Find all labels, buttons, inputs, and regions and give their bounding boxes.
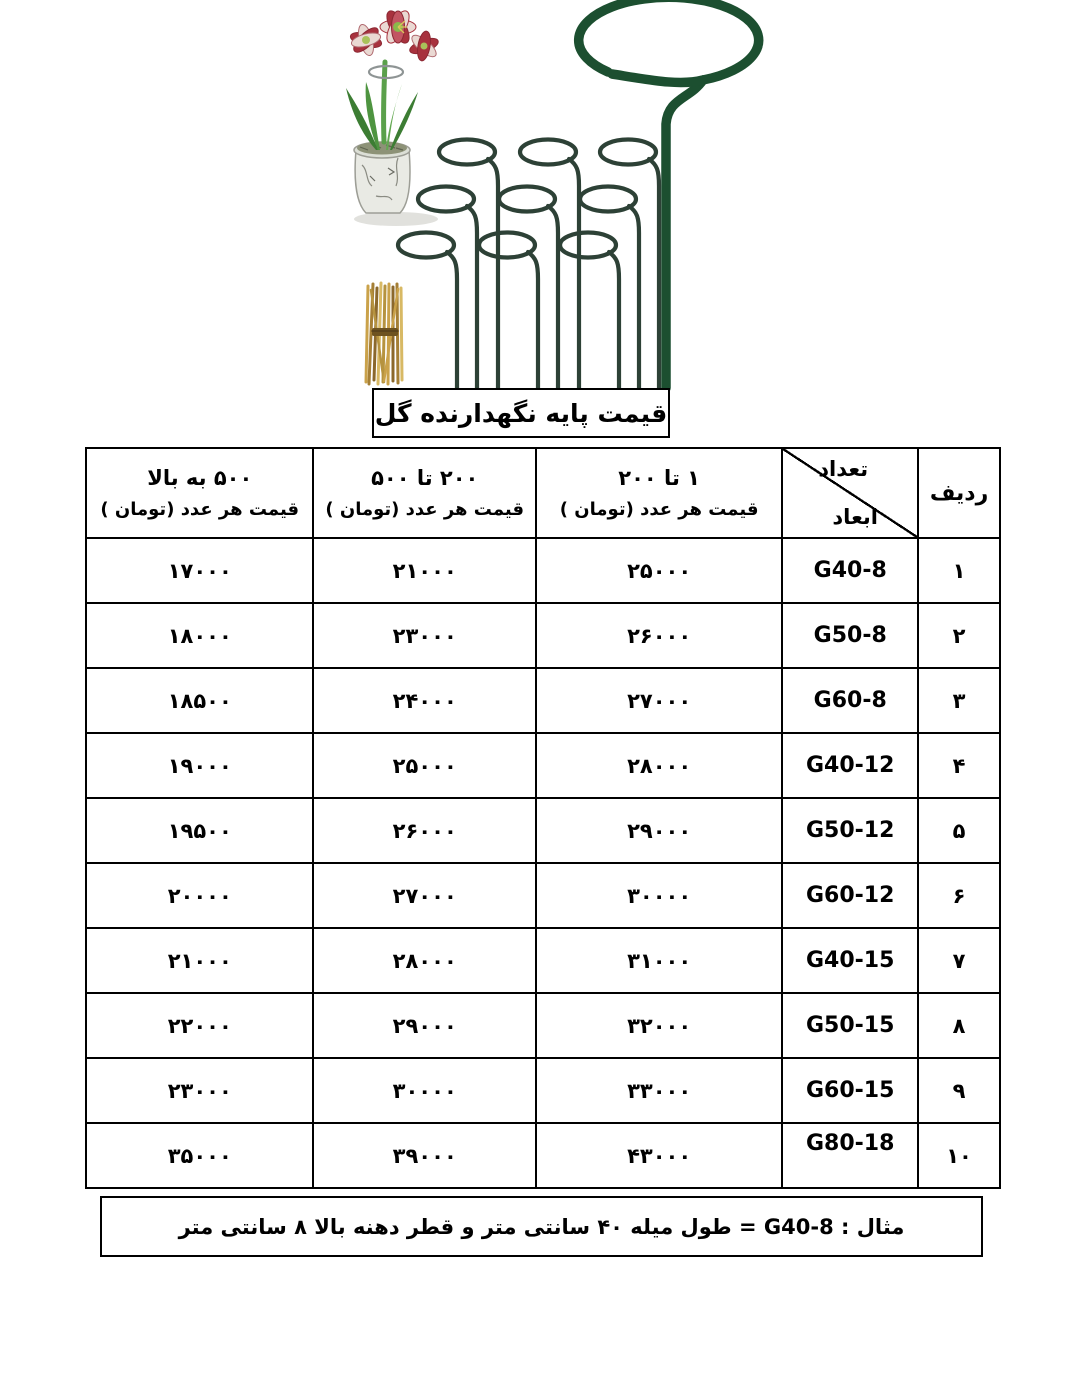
price-tier3-cell: ۱۷۰۰۰	[86, 538, 313, 603]
price-table-body	[86, 538, 1000, 1188]
price-tier1-cell: ۳۲۰۰۰	[536, 993, 782, 1058]
table-row	[86, 538, 1000, 603]
price-tier1-cell: ۳۳۰۰۰	[536, 1058, 782, 1123]
header-row-number	[918, 448, 1000, 538]
table-row	[86, 863, 1000, 928]
tier3-range: ۵۰۰ به بالا	[147, 465, 253, 490]
price-tier3-cell: ۲۳۰۰۰	[86, 1058, 313, 1123]
price-tier2-cell: ۳۹۰۰۰	[313, 1123, 535, 1188]
price-tier3-cell: ۲۰۰۰۰	[86, 863, 313, 928]
row-number-cell: ۵	[918, 798, 1000, 863]
row-number-cell: ۴	[918, 733, 1000, 798]
price-tier3-cell: ۱۹۰۰۰	[86, 733, 313, 798]
price-tier2-cell: ۲۳۰۰۰	[313, 603, 535, 668]
price-tier1-cell: ۳۱۰۰۰	[536, 928, 782, 993]
row-number-cell: ۱۰	[918, 1123, 1000, 1188]
header-tier1	[536, 448, 782, 538]
price-tier2-cell: ۲۹۰۰۰	[313, 993, 535, 1058]
support-stakes-grid-icon	[398, 140, 659, 389]
row-number-cell: ۷	[918, 928, 1000, 993]
table-row	[86, 1058, 1000, 1123]
price-tier2-cell: ۲۷۰۰۰	[313, 863, 535, 928]
header-quantity-dimensions	[782, 448, 918, 538]
row-number-cell: ۹	[918, 1058, 1000, 1123]
tier1-range: ۱ تا ۲۰۰	[618, 465, 700, 490]
dimension-code-cell: G40-8	[782, 538, 918, 603]
dimension-code-cell: G60-8	[782, 668, 918, 733]
header-tier2	[313, 448, 535, 538]
dimension-code-cell: G80-18	[782, 1123, 918, 1188]
flower-pot-icon	[346, 8, 440, 226]
price-tier1-cell: ۲۸۰۰۰	[536, 733, 782, 798]
price-tier1-cell: ۲۷۰۰۰	[536, 668, 782, 733]
table-row	[86, 733, 1000, 798]
row-number-cell: ۶	[918, 863, 1000, 928]
tier1-unit: قیمت هر عدد (تومان )	[559, 498, 759, 520]
price-table	[85, 447, 1001, 1189]
price-tier3-cell: ۱۸۵۰۰	[86, 668, 313, 733]
price-tier3-cell: ۲۲۰۰۰	[86, 993, 313, 1058]
price-tier3-cell: ۳۵۰۰۰	[86, 1123, 313, 1188]
price-tier2-cell: ۲۵۰۰۰	[313, 733, 535, 798]
page-title: قیمت پایه نگهدارنده گل	[374, 398, 668, 428]
dimension-code-cell: G50-8	[782, 603, 918, 668]
price-tier3-cell: ۱۸۰۰۰	[86, 603, 313, 668]
dimension-code-cell: G40-12	[782, 733, 918, 798]
row-number-label: ردیف	[929, 480, 989, 506]
table-row	[86, 798, 1000, 863]
example-note-text: مثال : G40-8 = طول میله ۴۰ سانتی متر و قطر دهنه بالا ۸ سانتی متر	[178, 1214, 905, 1239]
table-row	[86, 928, 1000, 993]
plant-support-ring-icon	[579, 0, 759, 388]
price-tier3-cell: ۲۱۰۰۰	[86, 928, 313, 993]
price-tier2-cell: ۲۸۰۰۰	[313, 928, 535, 993]
header-tier3	[86, 448, 313, 538]
example-note-box	[100, 1196, 983, 1257]
dimensions-label: ابعاد	[832, 505, 879, 529]
dimension-code-cell: G60-15	[782, 1058, 918, 1123]
table-row	[86, 1123, 1000, 1188]
price-tier1-cell: ۳۰۰۰۰	[536, 863, 782, 928]
quantity-label: تعداد	[818, 457, 869, 481]
row-number-cell: ۱	[918, 538, 1000, 603]
row-number-cell: ۸	[918, 993, 1000, 1058]
table-row	[86, 993, 1000, 1058]
tier2-unit: قیمت هر عدد (تومان )	[325, 498, 525, 520]
dimension-code-cell: G60-12	[782, 863, 918, 928]
row-number-cell: ۲	[918, 603, 1000, 668]
price-table-header	[86, 448, 1000, 538]
tier3-unit: قیمت هر عدد (تومان )	[100, 498, 300, 520]
price-tier1-cell: ۲۵۰۰۰	[536, 538, 782, 603]
dimension-code-cell: G40-15	[782, 928, 918, 993]
price-tier2-cell: ۲۴۰۰۰	[313, 668, 535, 733]
tier2-range: ۲۰۰ تا ۵۰۰	[371, 465, 479, 490]
title-box	[372, 388, 670, 438]
price-tier2-cell: ۳۰۰۰۰	[313, 1058, 535, 1123]
bamboo-bundle-icon	[366, 283, 402, 384]
price-tier2-cell: ۲۶۰۰۰	[313, 798, 535, 863]
table-row	[86, 668, 1000, 733]
product-photo	[0, 0, 1080, 440]
amaryllis-flower	[349, 8, 440, 62]
price-tier1-cell: ۲۶۰۰۰	[536, 603, 782, 668]
price-tier1-cell: ۴۳۰۰۰	[536, 1123, 782, 1188]
table-row	[86, 603, 1000, 668]
dimension-code-cell: G50-12	[782, 798, 918, 863]
price-tier2-cell: ۲۱۰۰۰	[313, 538, 535, 603]
price-tier1-cell: ۲۹۰۰۰	[536, 798, 782, 863]
dimension-code-cell: G50-15	[782, 993, 918, 1058]
row-number-cell: ۳	[918, 668, 1000, 733]
price-tier3-cell: ۱۹۵۰۰	[86, 798, 313, 863]
